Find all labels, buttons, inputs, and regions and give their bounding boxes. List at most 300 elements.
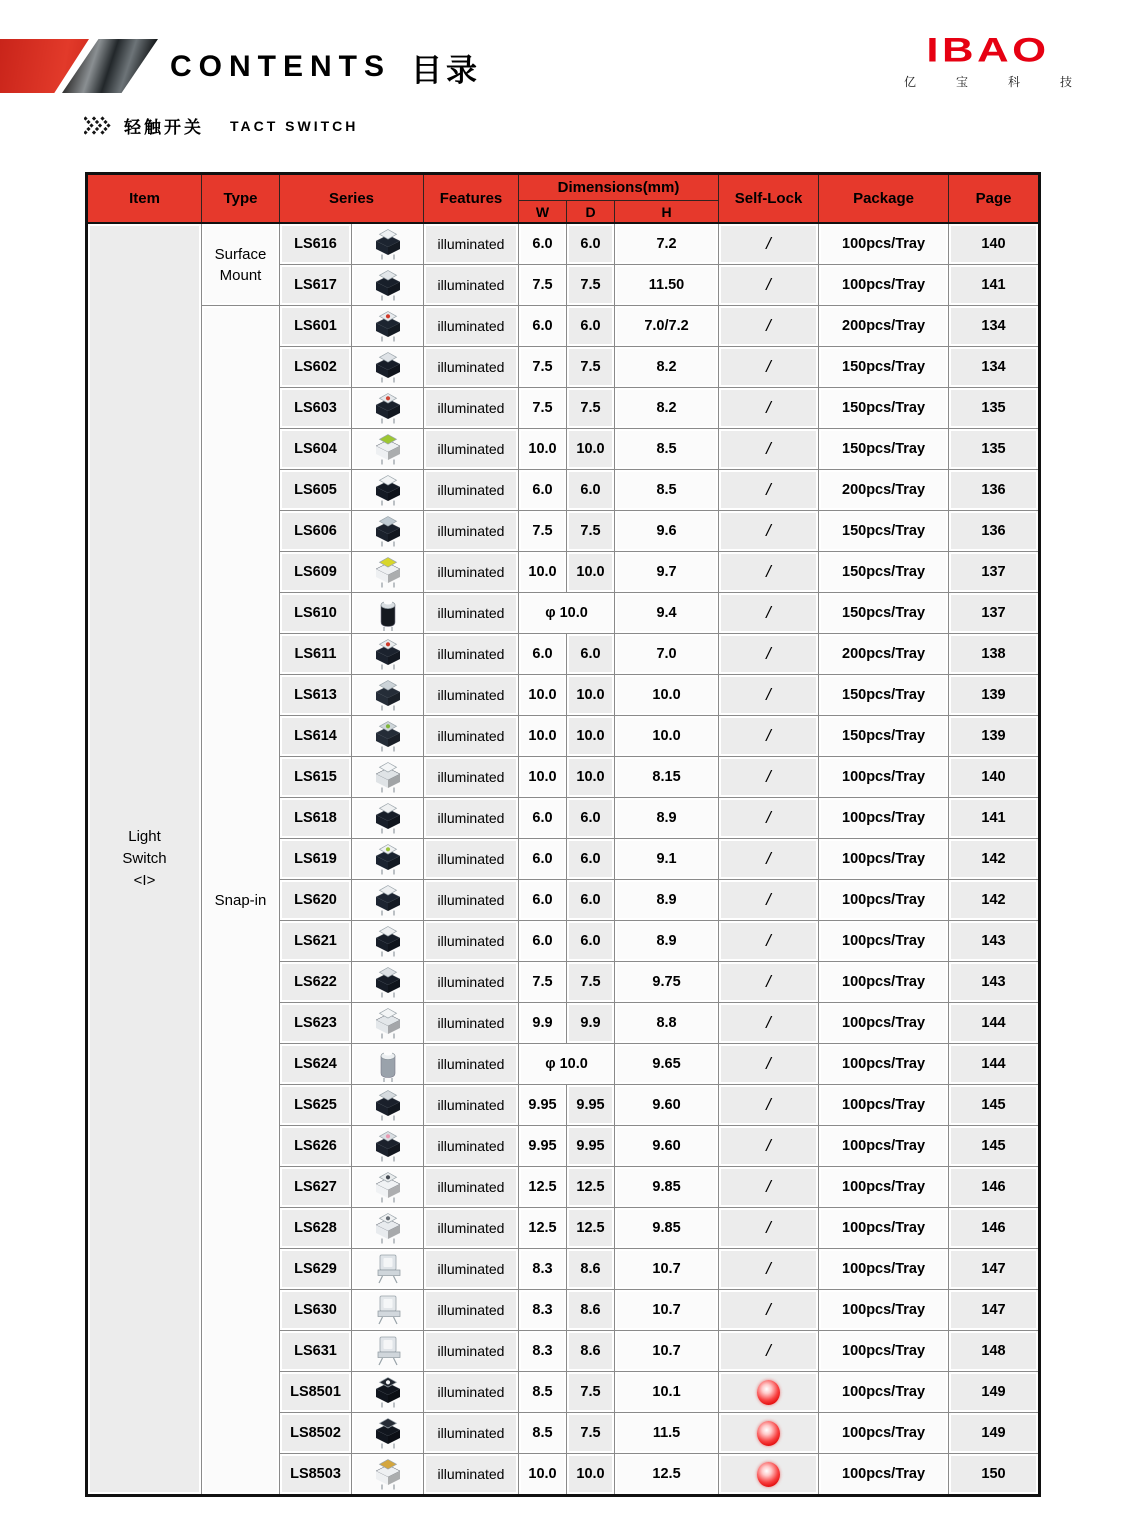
switch-photo-icon xyxy=(369,675,407,715)
series-cell: LS616 xyxy=(280,223,352,265)
depth-cell: 12.5 xyxy=(567,1208,615,1249)
series-cell: LS630 xyxy=(280,1290,352,1331)
depth-cell: 7.5 xyxy=(567,265,615,306)
self-lock-cell: / xyxy=(719,757,819,798)
features-cell: illuminated xyxy=(424,921,519,962)
features-cell: illuminated xyxy=(424,1372,519,1413)
height-cell: 10.7 xyxy=(615,1249,719,1290)
page-number-cell: 138 xyxy=(949,634,1040,675)
features-cell: illuminated xyxy=(424,634,519,675)
series-cell: LS625 xyxy=(280,1085,352,1126)
self-lock-cell: / xyxy=(719,429,819,470)
package-cell: 100pcs/Tray xyxy=(819,1003,949,1044)
series-image-cell xyxy=(352,1454,424,1496)
depth-cell: 6.0 xyxy=(567,306,615,347)
depth-cell: 10.0 xyxy=(567,675,615,716)
package-cell: 100pcs/Tray xyxy=(819,1044,949,1085)
height-cell: 11.5 xyxy=(615,1413,719,1454)
series-image-cell xyxy=(352,757,424,798)
features-cell: illuminated xyxy=(424,306,519,347)
page-number-cell: 137 xyxy=(949,552,1040,593)
page-number-cell: 134 xyxy=(949,347,1040,388)
height-cell: 10.0 xyxy=(615,675,719,716)
page-title xyxy=(170,46,481,88)
width-cell: 10.0 xyxy=(519,757,567,798)
depth-cell: 8.6 xyxy=(567,1249,615,1290)
features-cell: illuminated xyxy=(424,798,519,839)
depth-cell: 6.0 xyxy=(567,223,615,265)
package-cell: 100pcs/Tray xyxy=(819,265,949,306)
switch-photo-icon xyxy=(369,1454,407,1494)
height-cell: 9.7 xyxy=(615,552,719,593)
col-header-d: D xyxy=(567,201,615,224)
depth-cell: 10.0 xyxy=(567,552,615,593)
width-cell: 6.0 xyxy=(519,798,567,839)
height-cell: 9.4 xyxy=(615,593,719,634)
height-cell: 8.9 xyxy=(615,880,719,921)
depth-cell: 7.5 xyxy=(567,962,615,1003)
package-cell: 150pcs/Tray xyxy=(819,552,949,593)
package-cell: 100pcs/Tray xyxy=(819,839,949,880)
page-number-cell: 150 xyxy=(949,1454,1040,1496)
features-cell: illuminated xyxy=(424,757,519,798)
features-cell: illuminated xyxy=(424,470,519,511)
table-body xyxy=(87,223,1040,1496)
switch-photo-icon xyxy=(369,798,407,838)
self-lock-cell: / xyxy=(719,223,819,265)
page-number-cell: 147 xyxy=(949,1249,1040,1290)
self-lock-cell: / xyxy=(719,962,819,1003)
width-cell: 10.0 xyxy=(519,552,567,593)
series-cell: LS611 xyxy=(280,634,352,675)
width-cell: 6.0 xyxy=(519,470,567,511)
page-number-cell: 139 xyxy=(949,675,1040,716)
package-cell: 150pcs/Tray xyxy=(819,593,949,634)
series-cell: LS631 xyxy=(280,1331,352,1372)
series-image-cell xyxy=(352,839,424,880)
width-cell: 8.3 xyxy=(519,1290,567,1331)
col-header-w: W xyxy=(519,201,567,224)
self-lock-cell: / xyxy=(719,1249,819,1290)
section-title-en: TACT SWITCH xyxy=(230,117,359,134)
features-cell: illuminated xyxy=(424,1413,519,1454)
table-row xyxy=(87,306,1040,347)
width-cell: 8.5 xyxy=(519,1413,567,1454)
package-cell: 150pcs/Tray xyxy=(819,347,949,388)
series-image-cell xyxy=(352,593,424,634)
width-cell: 6.0 xyxy=(519,921,567,962)
page-number-cell: 144 xyxy=(949,1044,1040,1085)
depth-cell: 10.0 xyxy=(567,1454,615,1496)
package-cell: 100pcs/Tray xyxy=(819,1208,949,1249)
package-cell: 200pcs/Tray xyxy=(819,634,949,675)
features-cell: illuminated xyxy=(424,347,519,388)
features-cell: illuminated xyxy=(424,593,519,634)
package-cell: 100pcs/Tray xyxy=(819,1331,949,1372)
height-cell: 7.0 xyxy=(615,634,719,675)
depth-cell: 12.5 xyxy=(567,1167,615,1208)
series-cell: LS8501 xyxy=(280,1372,352,1413)
series-cell: LS615 xyxy=(280,757,352,798)
self-lock-red-indicator xyxy=(757,1380,780,1405)
package-cell: 200pcs/Tray xyxy=(819,306,949,347)
page-title-en: CONTENTS xyxy=(170,50,391,83)
switch-photo-icon xyxy=(369,1044,407,1084)
series-cell: LS620 xyxy=(280,880,352,921)
width-cell: 10.0 xyxy=(519,675,567,716)
series-image-cell xyxy=(352,1044,424,1085)
series-cell: LS605 xyxy=(280,470,352,511)
series-cell: LS626 xyxy=(280,1126,352,1167)
width-cell: 10.0 xyxy=(519,1454,567,1496)
height-cell: 8.5 xyxy=(615,470,719,511)
width-cell: 9.95 xyxy=(519,1085,567,1126)
package-cell: 100pcs/Tray xyxy=(819,1085,949,1126)
series-cell: LS602 xyxy=(280,347,352,388)
package-cell: 100pcs/Tray xyxy=(819,921,949,962)
depth-cell: 7.5 xyxy=(567,1372,615,1413)
switch-photo-icon xyxy=(369,593,407,633)
width-cell: 7.5 xyxy=(519,511,567,552)
self-lock-cell: / xyxy=(719,634,819,675)
series-image-cell xyxy=(352,1167,424,1208)
brand-logo-text: IBAO xyxy=(926,31,1050,69)
page-number-cell: 148 xyxy=(949,1331,1040,1372)
switch-photo-icon xyxy=(369,1085,407,1125)
package-cell: 100pcs/Tray xyxy=(819,1290,949,1331)
self-lock-cell: / xyxy=(719,511,819,552)
series-cell: LS604 xyxy=(280,429,352,470)
series-image-cell xyxy=(352,1331,424,1372)
self-lock-cell: / xyxy=(719,593,819,634)
width-cell: 10.0 xyxy=(519,429,567,470)
page-title-zh: 目录 xyxy=(411,52,481,88)
col-header-self-lock: Self-Lock xyxy=(719,174,819,224)
self-lock-cell: / xyxy=(719,552,819,593)
self-lock-cell xyxy=(719,1454,819,1496)
features-cell: illuminated xyxy=(424,962,519,1003)
features-cell: illuminated xyxy=(424,1249,519,1290)
depth-cell: 10.0 xyxy=(567,429,615,470)
height-cell: 10.7 xyxy=(615,1290,719,1331)
self-lock-cell: / xyxy=(719,1126,819,1167)
switch-photo-icon xyxy=(369,1372,407,1412)
features-cell: illuminated xyxy=(424,1044,519,1085)
self-lock-cell: / xyxy=(719,1167,819,1208)
page-number-cell: 143 xyxy=(949,921,1040,962)
width-cell: 8.3 xyxy=(519,1331,567,1372)
width-cell: 8.5 xyxy=(519,1372,567,1413)
depth-cell: 10.0 xyxy=(567,757,615,798)
switch-photo-icon xyxy=(369,1208,407,1248)
depth-cell: 6.0 xyxy=(567,839,615,880)
switch-photo-icon xyxy=(369,347,407,387)
depth-cell: 9.9 xyxy=(567,1003,615,1044)
height-cell: 8.9 xyxy=(615,921,719,962)
width-cell: 6.0 xyxy=(519,880,567,921)
table-header xyxy=(87,174,1040,224)
self-lock-cell: / xyxy=(719,388,819,429)
switch-photo-icon xyxy=(369,839,407,879)
self-lock-cell: / xyxy=(719,1085,819,1126)
width-cell: 9.9 xyxy=(519,1003,567,1044)
series-image-cell xyxy=(352,429,424,470)
self-lock-red-indicator xyxy=(757,1462,780,1487)
width-cell: 12.5 xyxy=(519,1208,567,1249)
switch-photo-icon xyxy=(369,1167,407,1207)
package-cell: 150pcs/Tray xyxy=(819,429,949,470)
depth-cell: 6.0 xyxy=(567,921,615,962)
series-cell: LS623 xyxy=(280,1003,352,1044)
width-cell: 6.0 xyxy=(519,839,567,880)
features-cell: illuminated xyxy=(424,1454,519,1496)
contents-table xyxy=(85,172,1041,1497)
depth-cell: 7.5 xyxy=(567,511,615,552)
page-number-cell: 136 xyxy=(949,470,1040,511)
page-number-cell: 149 xyxy=(949,1372,1040,1413)
self-lock-cell: / xyxy=(719,798,819,839)
switch-photo-icon xyxy=(369,634,407,674)
series-cell: LS8503 xyxy=(280,1454,352,1496)
package-cell: 200pcs/Tray xyxy=(819,470,949,511)
height-cell: 8.8 xyxy=(615,1003,719,1044)
series-image-cell xyxy=(352,306,424,347)
features-cell: illuminated xyxy=(424,716,519,757)
features-cell: illuminated xyxy=(424,1331,519,1372)
brand-logo-subtext xyxy=(900,73,1076,90)
series-cell: LS624 xyxy=(280,1044,352,1085)
series-cell: LS629 xyxy=(280,1249,352,1290)
series-cell: LS619 xyxy=(280,839,352,880)
package-cell: 100pcs/Tray xyxy=(819,1126,949,1167)
switch-photo-icon xyxy=(369,306,407,346)
item-group-cell: Light Switch <I> xyxy=(87,223,202,1496)
self-lock-cell xyxy=(719,1372,819,1413)
series-image-cell xyxy=(352,265,424,306)
package-cell: 150pcs/Tray xyxy=(819,388,949,429)
package-cell: 100pcs/Tray xyxy=(819,1454,949,1496)
brand-logo-subtext-char: 宝 xyxy=(955,75,968,89)
features-cell: illuminated xyxy=(424,1167,519,1208)
series-image-cell xyxy=(352,634,424,675)
self-lock-cell xyxy=(719,1413,819,1454)
features-cell: illuminated xyxy=(424,839,519,880)
self-lock-cell: / xyxy=(719,675,819,716)
switch-photo-icon xyxy=(369,552,407,592)
width-cell: 7.5 xyxy=(519,265,567,306)
features-cell: illuminated xyxy=(424,388,519,429)
col-header-package: Package xyxy=(819,174,949,224)
features-cell: illuminated xyxy=(424,1208,519,1249)
self-lock-cell: / xyxy=(719,839,819,880)
depth-cell: 7.5 xyxy=(567,1413,615,1454)
depth-cell: 7.5 xyxy=(567,388,615,429)
brand-logo xyxy=(900,33,1076,90)
features-cell: illuminated xyxy=(424,1290,519,1331)
switch-photo-icon xyxy=(369,921,407,961)
diameter-cell: φ 10.0 xyxy=(519,593,615,634)
switch-photo-icon xyxy=(369,1331,407,1371)
package-cell: 100pcs/Tray xyxy=(819,1372,949,1413)
height-cell: 9.65 xyxy=(615,1044,719,1085)
depth-cell: 8.6 xyxy=(567,1290,615,1331)
switch-photo-icon xyxy=(369,962,407,1002)
page-number-cell: 134 xyxy=(949,306,1040,347)
section-header xyxy=(84,113,358,138)
self-lock-cell: / xyxy=(719,1003,819,1044)
self-lock-cell: / xyxy=(719,306,819,347)
height-cell: 8.2 xyxy=(615,347,719,388)
page-number-cell: 145 xyxy=(949,1085,1040,1126)
col-header-type: Type xyxy=(202,174,280,224)
features-cell: illuminated xyxy=(424,1126,519,1167)
switch-photo-icon xyxy=(369,757,407,797)
package-cell: 100pcs/Tray xyxy=(819,223,949,265)
width-cell: 9.95 xyxy=(519,1126,567,1167)
series-image-cell xyxy=(352,1126,424,1167)
package-cell: 150pcs/Tray xyxy=(819,716,949,757)
series-image-cell xyxy=(352,511,424,552)
width-cell: 6.0 xyxy=(519,634,567,675)
table-row xyxy=(87,223,1040,265)
self-lock-cell: / xyxy=(719,921,819,962)
series-image-cell xyxy=(352,1208,424,1249)
height-cell: 9.75 xyxy=(615,962,719,1003)
self-lock-cell: / xyxy=(719,470,819,511)
depth-cell: 6.0 xyxy=(567,880,615,921)
switch-photo-icon xyxy=(369,1003,407,1043)
width-cell: 8.3 xyxy=(519,1249,567,1290)
switch-photo-icon xyxy=(369,716,407,756)
height-cell: 10.0 xyxy=(615,716,719,757)
series-image-cell xyxy=(352,962,424,1003)
series-cell: LS601 xyxy=(280,306,352,347)
features-cell: illuminated xyxy=(424,223,519,265)
switch-photo-icon xyxy=(369,1249,407,1289)
page-number-cell: 141 xyxy=(949,798,1040,839)
height-cell: 9.1 xyxy=(615,839,719,880)
switch-photo-icon xyxy=(369,1413,407,1453)
height-cell: 9.60 xyxy=(615,1085,719,1126)
height-cell: 8.5 xyxy=(615,429,719,470)
series-image-cell xyxy=(352,347,424,388)
depth-cell: 7.5 xyxy=(567,347,615,388)
page-number-cell: 142 xyxy=(949,880,1040,921)
series-image-cell xyxy=(352,552,424,593)
height-cell: 7.0/7.2 xyxy=(615,306,719,347)
type-group-cell: Snap-in xyxy=(202,306,280,1496)
series-image-cell xyxy=(352,798,424,839)
page-number-cell: 136 xyxy=(949,511,1040,552)
depth-cell: 6.0 xyxy=(567,470,615,511)
height-cell: 12.5 xyxy=(615,1454,719,1496)
series-cell: LS614 xyxy=(280,716,352,757)
series-cell: LS617 xyxy=(280,265,352,306)
page-number-cell: 135 xyxy=(949,429,1040,470)
height-cell: 10.7 xyxy=(615,1331,719,1372)
switch-photo-icon xyxy=(369,388,407,428)
col-header-h: H xyxy=(615,201,719,224)
page-number-cell: 141 xyxy=(949,265,1040,306)
series-image-cell xyxy=(352,921,424,962)
depth-cell: 8.6 xyxy=(567,1331,615,1372)
page-number-cell: 147 xyxy=(949,1290,1040,1331)
col-header-features: Features xyxy=(424,174,519,224)
package-cell: 100pcs/Tray xyxy=(819,1167,949,1208)
series-cell: LS606 xyxy=(280,511,352,552)
page-number-cell: 135 xyxy=(949,388,1040,429)
depth-cell: 10.0 xyxy=(567,716,615,757)
depth-cell: 6.0 xyxy=(567,634,615,675)
features-cell: illuminated xyxy=(424,1085,519,1126)
package-cell: 100pcs/Tray xyxy=(819,1249,949,1290)
features-cell: illuminated xyxy=(424,675,519,716)
height-cell: 8.15 xyxy=(615,757,719,798)
type-group-cell: Surface Mount xyxy=(202,223,280,306)
section-title-zh: 轻触开关 xyxy=(124,118,204,137)
switch-photo-icon xyxy=(369,1126,407,1166)
features-cell: illuminated xyxy=(424,880,519,921)
series-image-cell xyxy=(352,1413,424,1454)
brand-logo-subtext-char: 亿 xyxy=(904,75,917,89)
switch-photo-icon xyxy=(369,880,407,920)
series-image-cell xyxy=(352,880,424,921)
series-image-cell xyxy=(352,388,424,429)
features-cell: illuminated xyxy=(424,552,519,593)
width-cell: 7.5 xyxy=(519,347,567,388)
package-cell: 150pcs/Tray xyxy=(819,511,949,552)
page-number-cell: 140 xyxy=(949,223,1040,265)
page-number-cell: 146 xyxy=(949,1167,1040,1208)
page-number-cell: 146 xyxy=(949,1208,1040,1249)
series-cell: LS628 xyxy=(280,1208,352,1249)
switch-photo-icon xyxy=(369,1290,407,1330)
self-lock-cell: / xyxy=(719,1331,819,1372)
package-cell: 150pcs/Tray xyxy=(819,675,949,716)
self-lock-cell: / xyxy=(719,880,819,921)
package-cell: 100pcs/Tray xyxy=(819,1413,949,1454)
page-number-cell: 145 xyxy=(949,1126,1040,1167)
series-image-cell xyxy=(352,716,424,757)
page-number-cell: 149 xyxy=(949,1413,1040,1454)
self-lock-cell: / xyxy=(719,1044,819,1085)
height-cell: 8.2 xyxy=(615,388,719,429)
features-cell: illuminated xyxy=(424,265,519,306)
switch-photo-icon xyxy=(369,224,407,264)
package-cell: 100pcs/Tray xyxy=(819,757,949,798)
height-cell: 9.85 xyxy=(615,1208,719,1249)
depth-cell: 9.95 xyxy=(567,1126,615,1167)
self-lock-cell: / xyxy=(719,1208,819,1249)
series-image-cell xyxy=(352,1372,424,1413)
height-cell: 10.1 xyxy=(615,1372,719,1413)
features-cell: illuminated xyxy=(424,511,519,552)
col-header-item: Item xyxy=(87,174,202,224)
series-cell: LS610 xyxy=(280,593,352,634)
brand-logo-subtext-char: 技 xyxy=(1059,75,1072,89)
page-number-cell: 143 xyxy=(949,962,1040,1003)
width-cell: 7.5 xyxy=(519,962,567,1003)
width-cell: 6.0 xyxy=(519,306,567,347)
series-cell: LS613 xyxy=(280,675,352,716)
self-lock-cell: / xyxy=(719,347,819,388)
self-lock-red-indicator xyxy=(757,1421,780,1446)
series-cell: LS609 xyxy=(280,552,352,593)
dotted-chevrons-icon xyxy=(84,116,112,136)
page-number-cell: 144 xyxy=(949,1003,1040,1044)
features-cell: illuminated xyxy=(424,1003,519,1044)
width-cell: 6.0 xyxy=(519,223,567,265)
